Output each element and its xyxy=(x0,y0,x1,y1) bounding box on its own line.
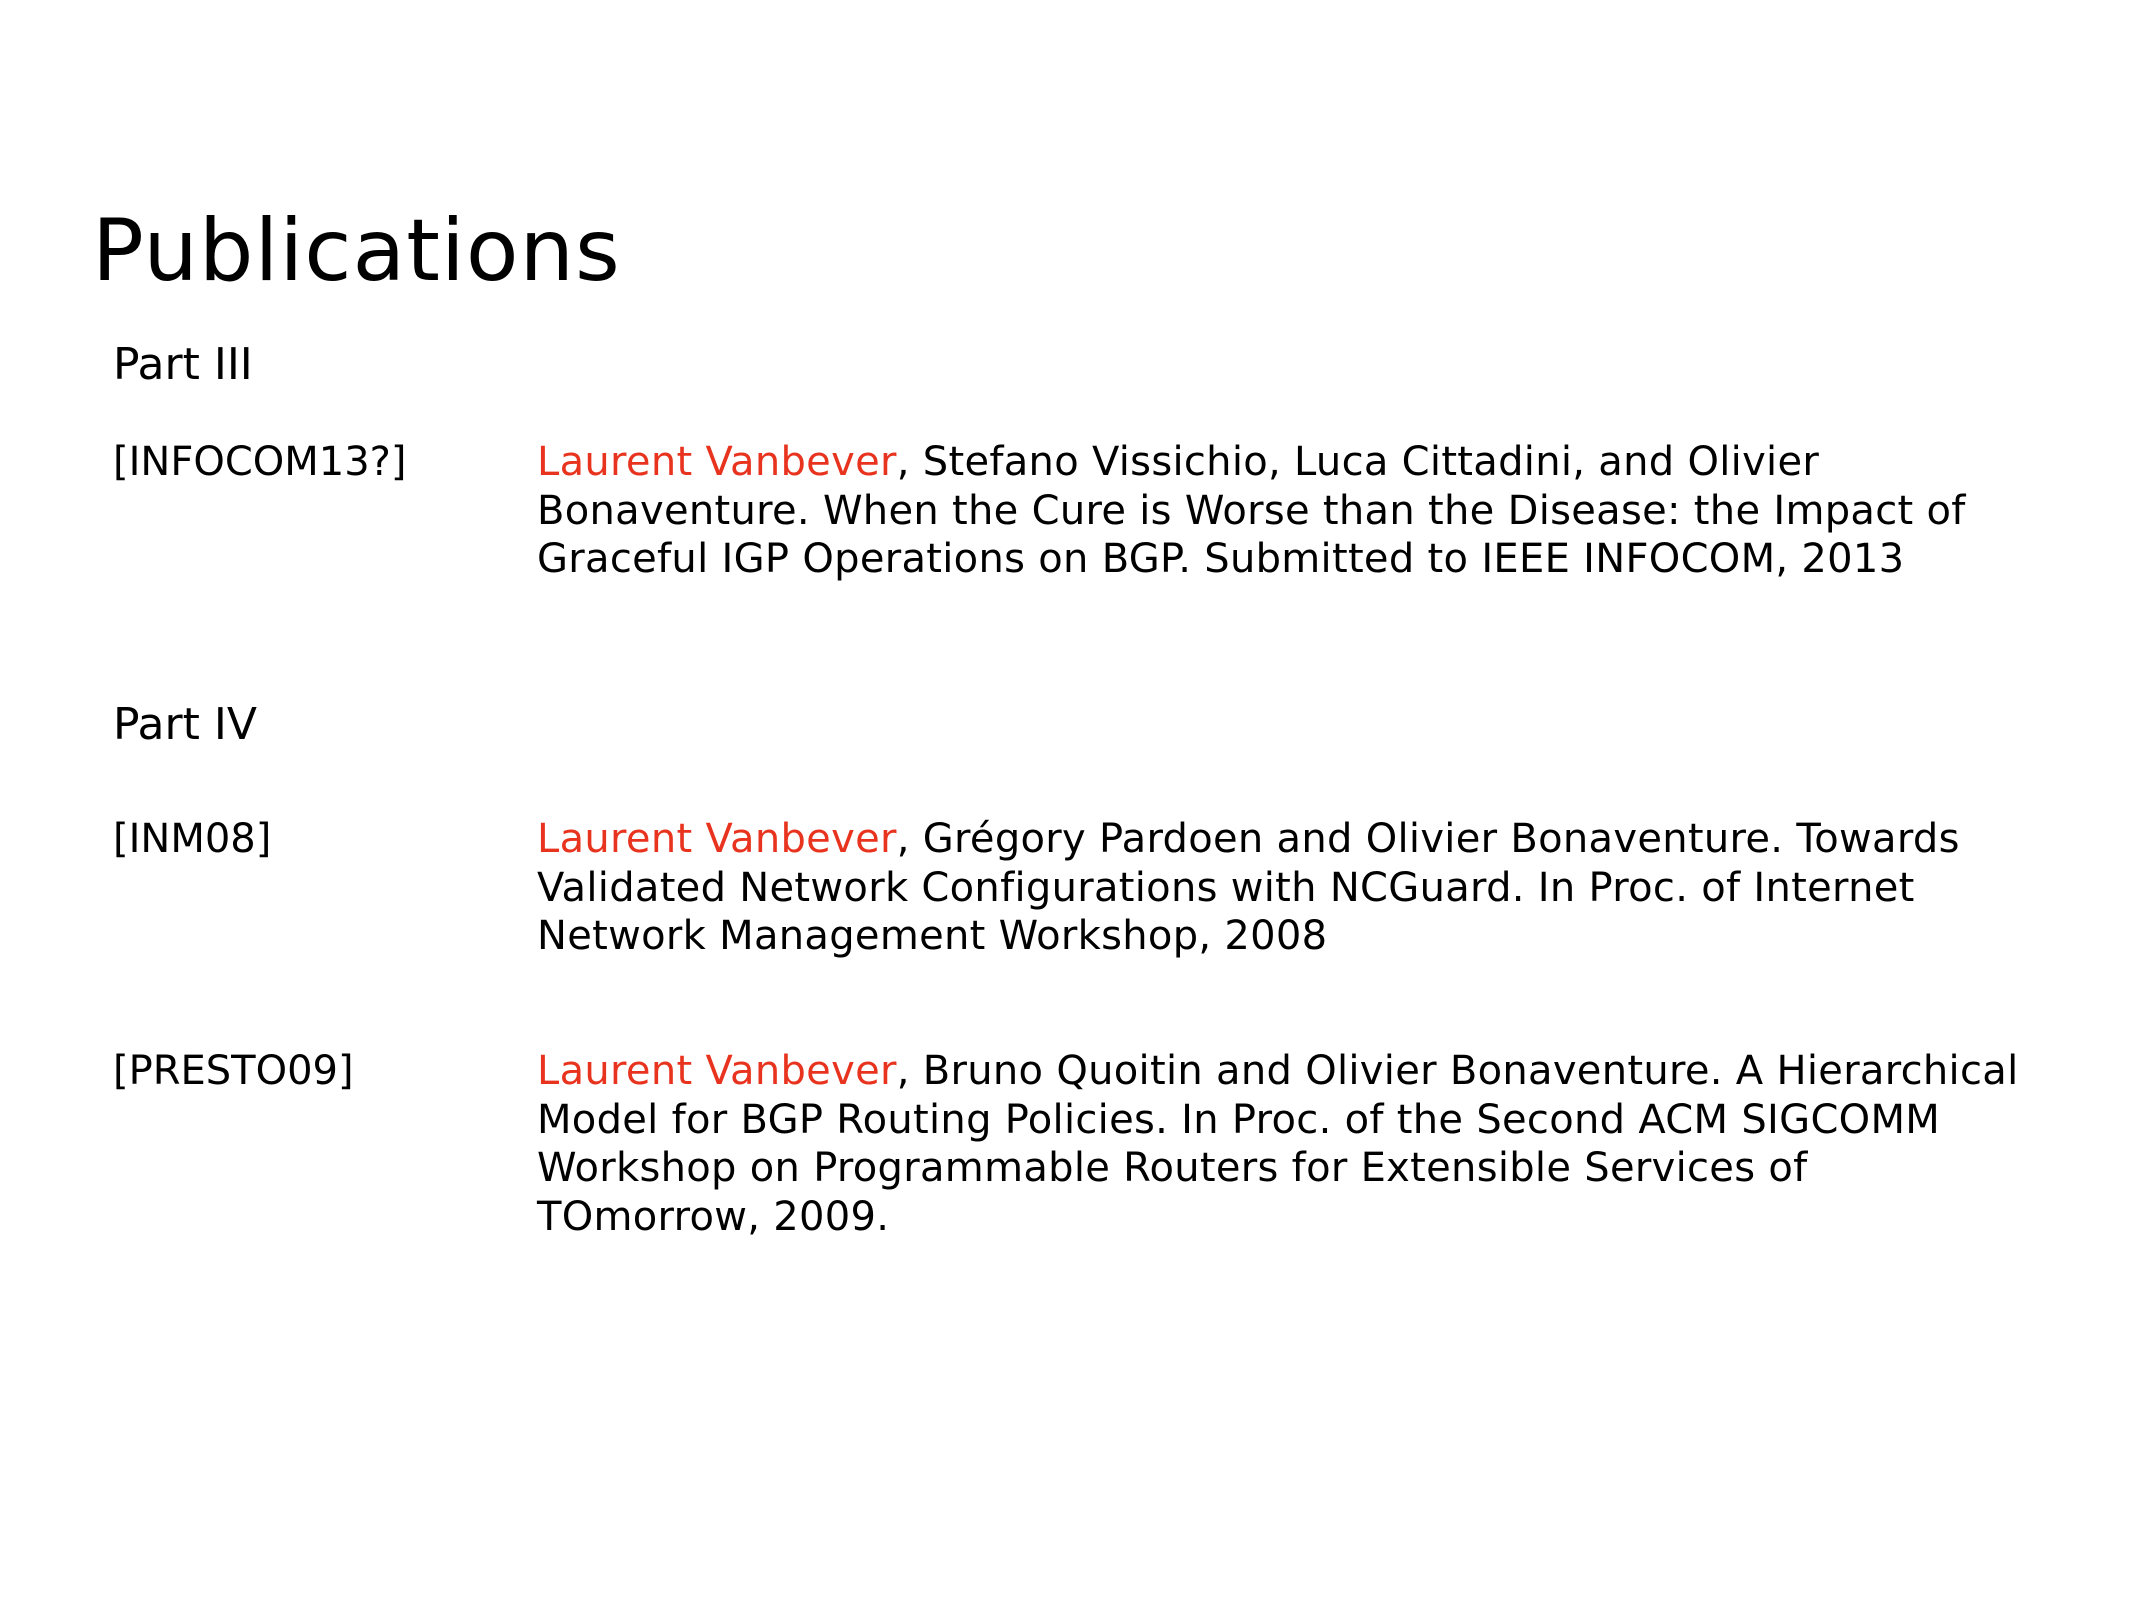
reference-entry-infocom13 xyxy=(537,438,2097,584)
highlighted-author: Laurent Vanbever xyxy=(537,1048,897,1094)
reference-line: Workshop on Programmable Routers for Extensible Services of xyxy=(537,1145,1808,1191)
reference-line: Validated Network Configurations with NCGuard. In Proc. of Internet xyxy=(537,864,1915,911)
section-heading-part-3: Part III xyxy=(113,339,253,390)
reference-text: , Stefano Vissichio, Luca Cittadini, and Olivier xyxy=(896,439,1820,485)
reference-line: TOmorrow, 2009. xyxy=(537,1193,890,1240)
reference-line xyxy=(537,1047,2097,1096)
reference-line: Model for BGP Routing Policies. In Proc. of the Second ACM SIGCOMM xyxy=(537,1096,1941,1143)
reference-line: Network Management Workshop, 2008 xyxy=(537,913,1328,959)
reference-text: , Grégory Pardoen and Olivier Bonaventure. Towards xyxy=(896,816,1960,862)
reference-entry-inm08 xyxy=(537,815,2097,961)
section-heading-part-4: Part IV xyxy=(113,699,257,750)
reference-line: Graceful IGP Operations on BGP. Submitted to IEEE INFOCOM, 2013 xyxy=(537,536,1905,582)
highlighted-author: Laurent Vanbever xyxy=(537,439,897,485)
reference-key-infocom13: [INFOCOM13?] xyxy=(113,439,407,485)
slide-title: Publications xyxy=(92,200,621,301)
reference-line xyxy=(537,815,2097,864)
reference-line xyxy=(537,438,2097,487)
reference-entry-presto09 xyxy=(537,1047,2097,1241)
reference-text: , Bruno Quoitin and Olivier Bonaventure. A Hierarchical xyxy=(896,1048,2019,1094)
reference-key-presto09: [PRESTO09] xyxy=(113,1048,354,1094)
reference-line: Bonaventure. When the Cure is Worse than the Disease: the Impact of xyxy=(537,487,1966,534)
highlighted-author: Laurent Vanbever xyxy=(537,816,897,862)
reference-key-inm08: [INM08] xyxy=(113,816,272,862)
